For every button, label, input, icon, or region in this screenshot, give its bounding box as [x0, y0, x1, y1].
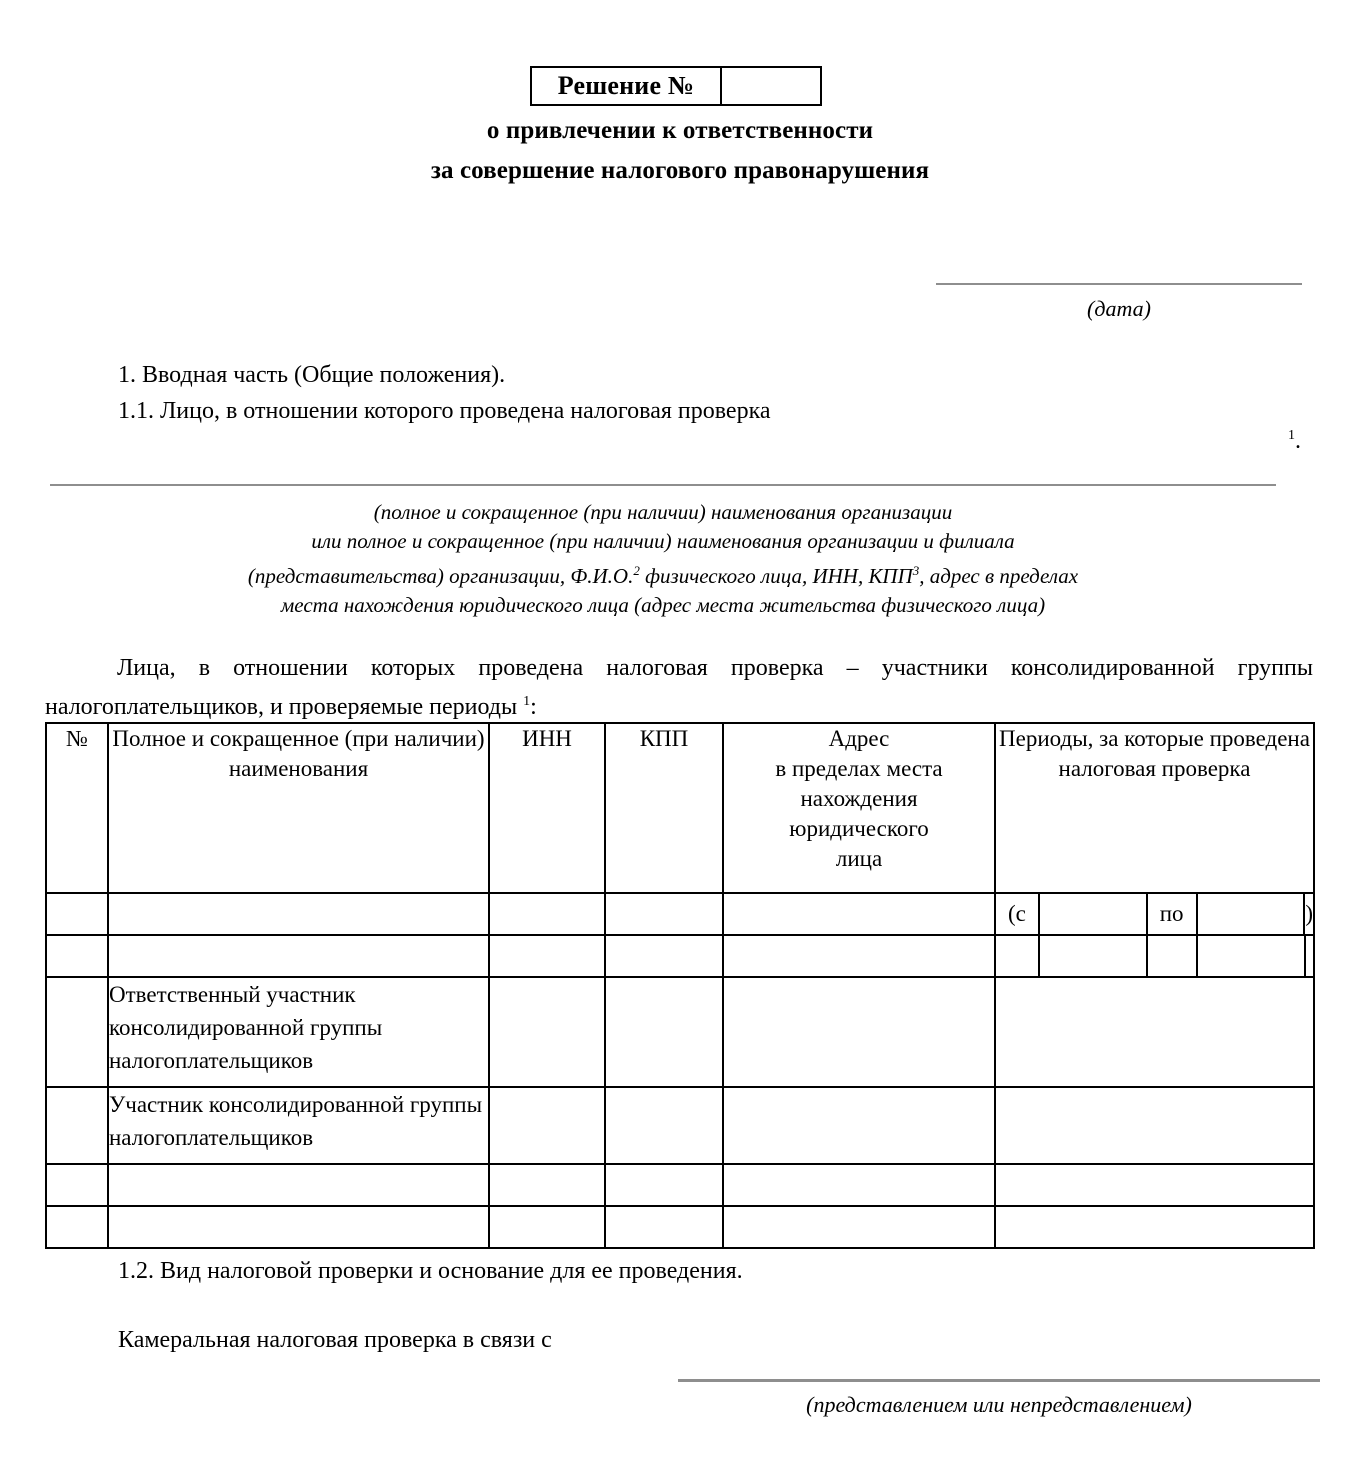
cell-kpp[interactable]: [605, 1087, 723, 1164]
header-cell-address: [723, 723, 995, 893]
caption-line-2: или полное и сокращенное (при наличии) наименования организации и филиала: [311, 529, 1015, 553]
cell-kpp[interactable]: [605, 1206, 723, 1248]
table-row: [46, 1164, 1314, 1206]
period-to-field[interactable]: [1198, 894, 1306, 934]
taxpayer-footnote-marker: [1288, 428, 1301, 455]
cell-number[interactable]: [46, 893, 108, 935]
decision-number-field[interactable]: [722, 68, 820, 104]
section-1-2-statement: Камеральная налоговая проверка в связи с: [118, 1327, 552, 1353]
date-field-caption: (дата): [1087, 296, 1151, 321]
period-open-paren-label: (с: [996, 894, 1040, 934]
cell-kpp[interactable]: [605, 935, 723, 977]
cell-number[interactable]: [46, 977, 108, 1087]
caption-line-1: (полное и сокращенное (при наличии) наименования организации: [373, 500, 953, 524]
footnote-period: .: [1295, 428, 1301, 454]
document-subtitle-line-2: за совершение налогового правонарушения: [430, 157, 930, 184]
header-cell-inn: ИНН: [489, 723, 605, 893]
cell-address[interactable]: [723, 893, 995, 935]
cell-number[interactable]: [46, 935, 108, 977]
document-subtitle-line-1: о привлечении к ответственности: [486, 117, 874, 144]
cgn-participants-table: [45, 722, 1315, 1249]
caption-line-3-part-1: (представительства) организации, Ф.И.О.: [247, 564, 634, 588]
cell-periods: [995, 893, 1314, 935]
cell-periods[interactable]: [995, 1206, 1314, 1248]
cgn-footnote-superscript: 1: [523, 694, 531, 709]
period-to-field[interactable]: [1198, 936, 1306, 976]
cell-kpp[interactable]: [605, 893, 723, 935]
taxpayer-name-rule[interactable]: [50, 484, 1276, 486]
cell-name[interactable]: [108, 1164, 489, 1206]
cell-address[interactable]: [723, 1206, 995, 1248]
cell-name[interactable]: [108, 893, 489, 935]
address-header-line-4: юридического: [789, 816, 929, 841]
cgn-paragraph-tail: :: [530, 694, 537, 720]
address-header-line-5: лица: [835, 846, 883, 871]
caption-line-4: места нахождения юридического лица (адрес места жительства физического лица): [280, 593, 1046, 617]
cgn-paragraph-text: Лица, в отношении которых проведена налоговая проверка – участники консолидированной группы налогоплательщиков, и проверяемые периоды: [45, 655, 1313, 720]
caption-superscript-3: 3: [912, 563, 920, 578]
cell-inn[interactable]: [489, 935, 605, 977]
cell-periods[interactable]: [995, 1087, 1314, 1164]
header-cell-number: №: [46, 723, 108, 893]
caption-line-3: [50, 556, 1276, 591]
cell-address[interactable]: [723, 977, 995, 1087]
decision-title-label: Решение №: [532, 68, 722, 104]
cell-address[interactable]: [723, 1087, 995, 1164]
cell-periods[interactable]: [995, 1164, 1314, 1206]
decision-number-box: [530, 66, 822, 106]
period-from-field[interactable]: [1040, 936, 1148, 976]
period-open-spacer: [996, 936, 1040, 976]
date-field-rule[interactable]: [936, 283, 1302, 285]
cgn-paragraph: [45, 652, 1313, 724]
period-to-spacer: [1148, 936, 1198, 976]
header-cell-kpp: КПП: [605, 723, 723, 893]
footnote-superscript-1: 1: [1288, 428, 1295, 443]
taxpayer-name-caption: [50, 498, 1276, 620]
basis-field-rule[interactable]: [678, 1379, 1320, 1382]
cell-periods: [995, 935, 1314, 977]
header-cell-periods: Периоды, за которые проведена налоговая проверка: [995, 723, 1314, 893]
caption-line-3-part-2: физического лица, ИНН, КПП: [639, 564, 913, 588]
section-1-1-heading: 1.1. Лицо, в отношении которого проведена налоговая проверка: [118, 398, 771, 424]
cell-name[interactable]: Участник консолидированной группы налогоплательщиков: [108, 1087, 489, 1164]
table-row: [46, 1206, 1314, 1248]
cell-address[interactable]: [723, 1164, 995, 1206]
cell-inn[interactable]: [489, 1087, 605, 1164]
period-close-spacer: [1306, 936, 1313, 976]
section-1-heading: 1. Вводная часть (Общие положения).: [118, 362, 506, 388]
table-header-row: [46, 723, 1314, 893]
address-header-line-2: в пределах места: [775, 756, 943, 781]
table-row: [46, 893, 1314, 935]
cell-number[interactable]: [46, 1087, 108, 1164]
cell-inn[interactable]: [489, 1206, 605, 1248]
cell-address[interactable]: [723, 935, 995, 977]
caption-line-3-part-3: , адрес в пределах: [919, 564, 1079, 588]
cell-kpp[interactable]: [605, 1164, 723, 1206]
cell-number[interactable]: [46, 1164, 108, 1206]
period-from-field[interactable]: [1040, 894, 1148, 934]
cell-name[interactable]: [108, 935, 489, 977]
table-row: [46, 1087, 1314, 1164]
cell-name[interactable]: Ответственный участник консолидированной группы налогоплательщиков: [108, 977, 489, 1087]
cell-number[interactable]: [46, 1206, 108, 1248]
address-header-line-3: нахождения: [800, 786, 918, 811]
cell-name[interactable]: [108, 1206, 489, 1248]
caption-superscript-2: 2: [633, 563, 640, 578]
table-row: [46, 977, 1314, 1087]
table-row: [46, 935, 1314, 977]
section-1-2-heading: 1.2. Вид налоговой проверки и основание для ее проведения.: [118, 1258, 743, 1284]
cell-kpp[interactable]: [605, 977, 723, 1087]
basis-field-caption: (представлением или непредставлением): [806, 1392, 1192, 1417]
period-to-label: по: [1148, 894, 1198, 934]
period-close-paren-label: ): [1305, 901, 1313, 926]
address-header-line-1: Адрес: [828, 726, 890, 751]
cell-inn[interactable]: [489, 893, 605, 935]
cell-periods[interactable]: [995, 977, 1314, 1087]
cell-inn[interactable]: [489, 977, 605, 1087]
header-cell-name: Полное и сокращенное (при наличии) наименования: [108, 723, 489, 893]
cell-inn[interactable]: [489, 1164, 605, 1206]
